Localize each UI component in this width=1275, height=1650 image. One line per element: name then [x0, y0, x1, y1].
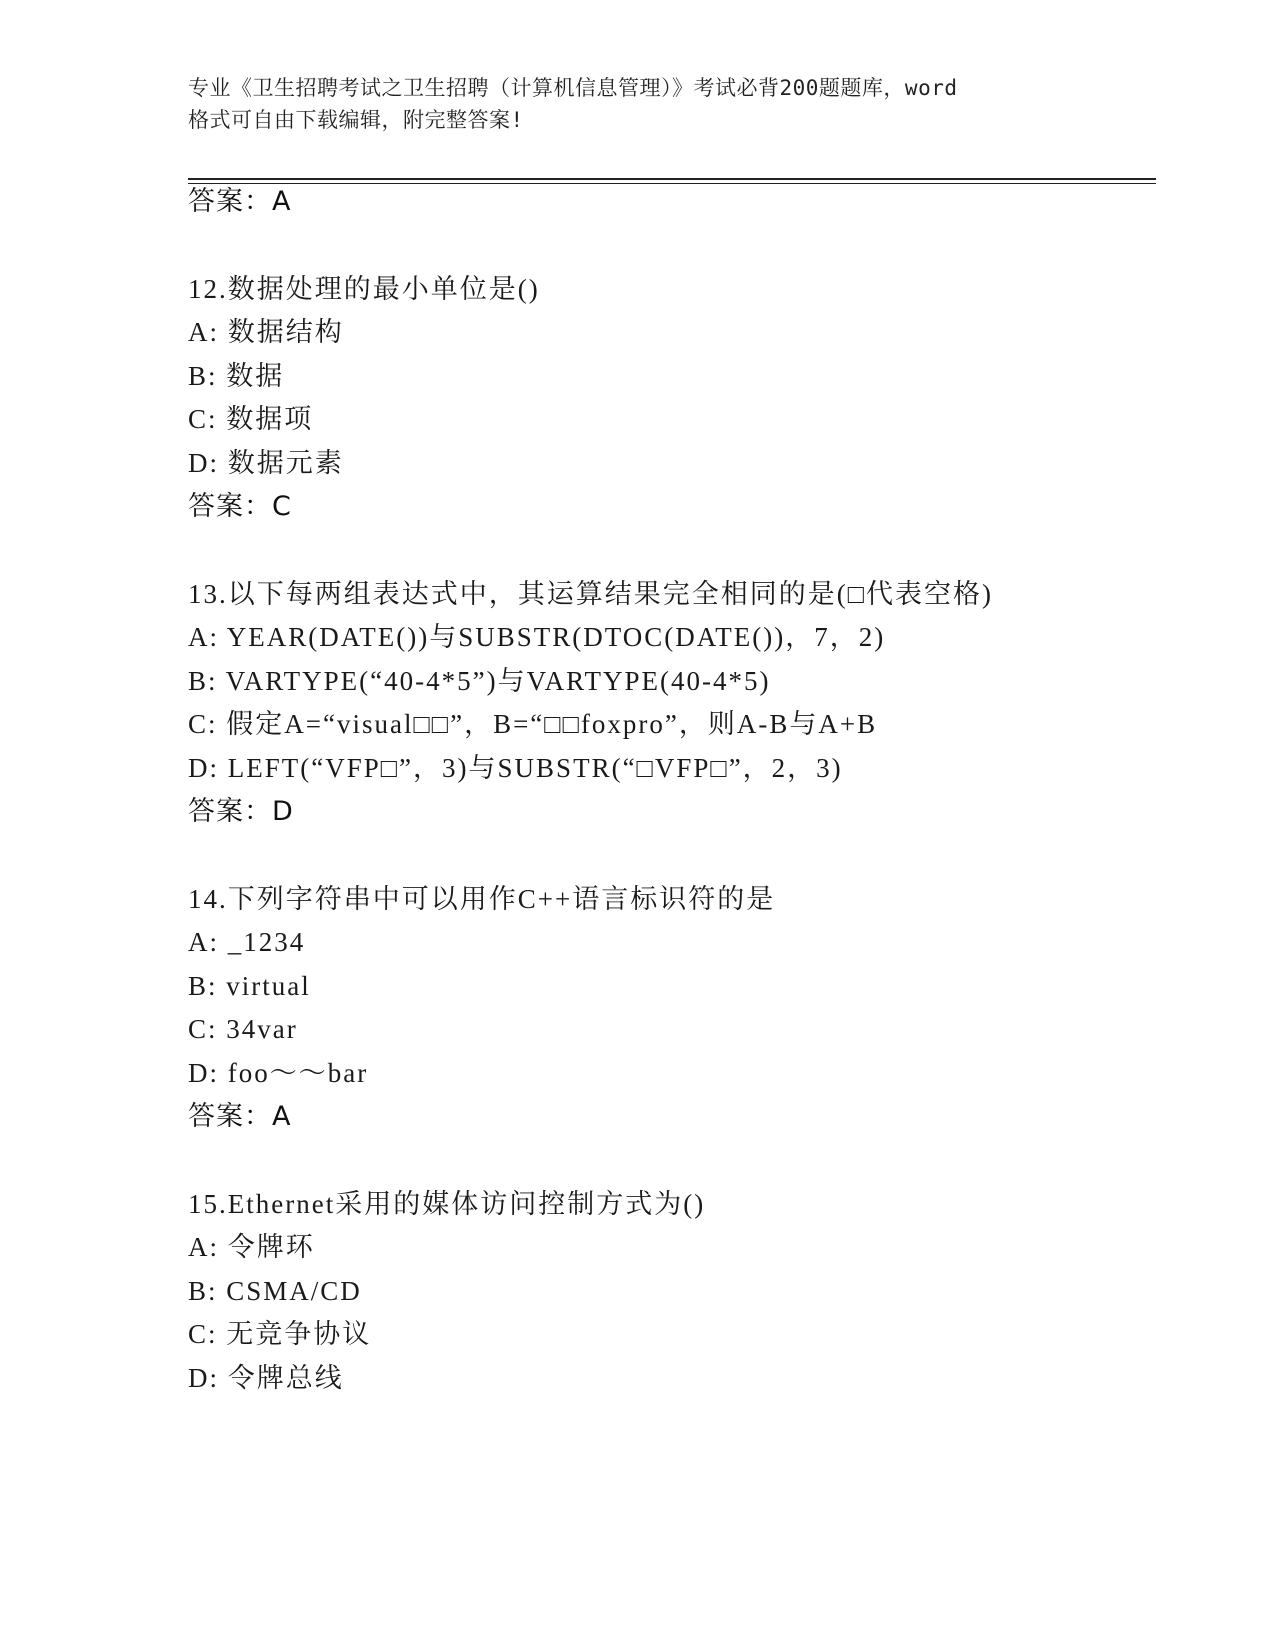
option-a: A: 数据结构 [188, 317, 344, 347]
option-a: A: YEAR(DATE())与SUBSTR(DTOC(DATE())，7，2) [188, 622, 886, 652]
option-c: C: 34var [188, 1014, 298, 1044]
header-divider-thick [188, 178, 1156, 180]
option-a: A: _1234 [188, 927, 306, 957]
option-a: A: 令牌环 [188, 1232, 315, 1262]
question-stem: 15.Ethernet采用的媒体访问控制方式为() [188, 1189, 706, 1219]
option-c: C: 假定A=“visual□□”，B=“□□foxpro”，则A-B与A+B [188, 709, 878, 739]
question-stem: 12.数据处理的最小单位是() [188, 274, 540, 304]
answer-line: 答案：C [188, 491, 292, 522]
option-d: D: LEFT(“VFP□”，3)与SUBSTR(“□VFP□”，2，3) [188, 753, 843, 783]
header-line-2: 格式可自由下载编辑，附完整答案! [188, 108, 524, 132]
header-divider-thin [188, 183, 1156, 184]
option-b: B: virtual [188, 971, 311, 1001]
option-b: B: CSMA/CD [188, 1276, 362, 1306]
answer-line: 答案：A [188, 1101, 292, 1132]
header-line-1: 专业《卫生招聘考试之卫生招聘（计算机信息管理）》考试必背200题题库，word [188, 76, 958, 100]
option-d: D: 数据元素 [188, 448, 344, 478]
option-d: D: 令牌总线 [188, 1363, 344, 1393]
option-c: C: 无竞争协议 [188, 1319, 372, 1349]
option-d: D: foo～～bar [188, 1058, 369, 1088]
option-c: C: 数据项 [188, 404, 314, 434]
option-b: B: VARTYPE(“40-4*5”)与VARTYPE(40-4*5) [188, 666, 771, 696]
option-b: B: 数据 [188, 361, 285, 391]
answer-line: 答案：A [188, 186, 292, 217]
answer-line: 答案：D [188, 796, 294, 827]
question-stem: 13.以下每两组表达式中，其运算结果完全相同的是(□代表空格) [188, 579, 994, 609]
question-stem: 14.下列字符串中可以用作C++语言标识符的是 [188, 884, 776, 914]
document-header [188, 72, 1088, 136]
